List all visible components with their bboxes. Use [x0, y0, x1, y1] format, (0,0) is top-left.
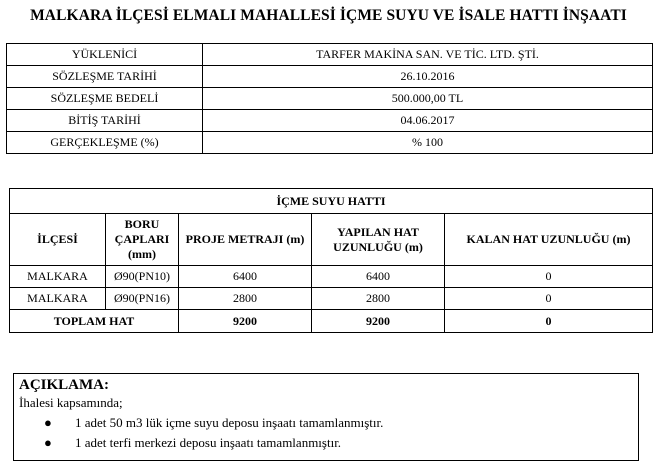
- table-caption: İÇME SUYU HATTI: [10, 189, 653, 214]
- total-remaining-length: 0: [445, 310, 653, 333]
- remaining-length-cell: 0: [445, 288, 653, 310]
- water-line-table: [9, 188, 653, 333]
- info-row: [7, 132, 653, 154]
- info-label: SÖZLEŞME TARİHİ: [7, 66, 203, 88]
- bullet-icon: ●: [44, 435, 52, 450]
- list-item-text: 1 adet 50 m3 lük içme suyu deposu inşaatı tamamlanmıştır.: [75, 415, 384, 430]
- pipe-diameter-cell: Ø90(PN10): [106, 266, 179, 288]
- district-cell: MALKARA: [10, 288, 106, 310]
- built-length-cell: 2800: [312, 288, 445, 310]
- info-value: 26.10.2016: [203, 66, 653, 88]
- info-row: [7, 44, 653, 66]
- info-value: 04.06.2017: [203, 110, 653, 132]
- column-header-district: İLÇESİ: [10, 214, 106, 266]
- total-project-length: 9200: [179, 310, 312, 333]
- info-value: % 100: [203, 132, 653, 154]
- project-length-cell: 2800: [179, 288, 312, 310]
- info-label: SÖZLEŞME BEDELİ: [7, 88, 203, 110]
- info-row: [7, 110, 653, 132]
- explanation-intro: İhalesi kapsamında;: [19, 395, 123, 410]
- page-title: MALKARA İLÇESİ ELMALI MAHALLESİ İÇME SUYU VE İSALE HATTI İNŞAATI: [30, 7, 627, 24]
- info-value: TARFER MAKİNA SAN. VE TİC. LTD. ŞTİ.: [203, 44, 653, 66]
- table-row: [10, 266, 653, 288]
- list-item: [44, 413, 633, 433]
- contract-info-table: [6, 43, 653, 154]
- total-built-length: 9200: [312, 310, 445, 333]
- pipe-diameter-cell: Ø90(PN16): [106, 288, 179, 310]
- district-cell: MALKARA: [10, 266, 106, 288]
- info-value: 500.000,00 TL: [203, 88, 653, 110]
- explanation-list: [19, 413, 633, 453]
- list-item: [44, 433, 633, 453]
- column-header-pipe-diameter: BORU ÇAPLARI (mm): [106, 214, 179, 266]
- built-length-cell: 6400: [312, 266, 445, 288]
- explanation-box: [13, 373, 639, 461]
- list-item-text: 1 adet terfi merkezi deposu inşaatı tamamlanmıştır.: [75, 435, 342, 450]
- info-label: YÜKLENİCİ: [7, 44, 203, 66]
- column-header-project-length: PROJE METRAJI (m): [179, 214, 312, 266]
- total-label: TOPLAM HAT: [10, 310, 179, 333]
- info-row: [7, 88, 653, 110]
- project-length-cell: 6400: [179, 266, 312, 288]
- info-label: GERÇEKLEŞME (%): [7, 132, 203, 154]
- explanation-heading: AÇIKLAMA:: [19, 377, 109, 393]
- info-row: [7, 66, 653, 88]
- table-row: [10, 288, 653, 310]
- info-label: BİTİŞ TARİHİ: [7, 110, 203, 132]
- remaining-length-cell: 0: [445, 266, 653, 288]
- bullet-icon: ●: [44, 415, 52, 430]
- column-header-built-length: YAPILAN HAT UZUNLUĞU (m): [312, 214, 445, 266]
- total-row: [10, 310, 653, 333]
- column-header-remaining-length: KALAN HAT UZUNLUĞU (m): [445, 214, 653, 266]
